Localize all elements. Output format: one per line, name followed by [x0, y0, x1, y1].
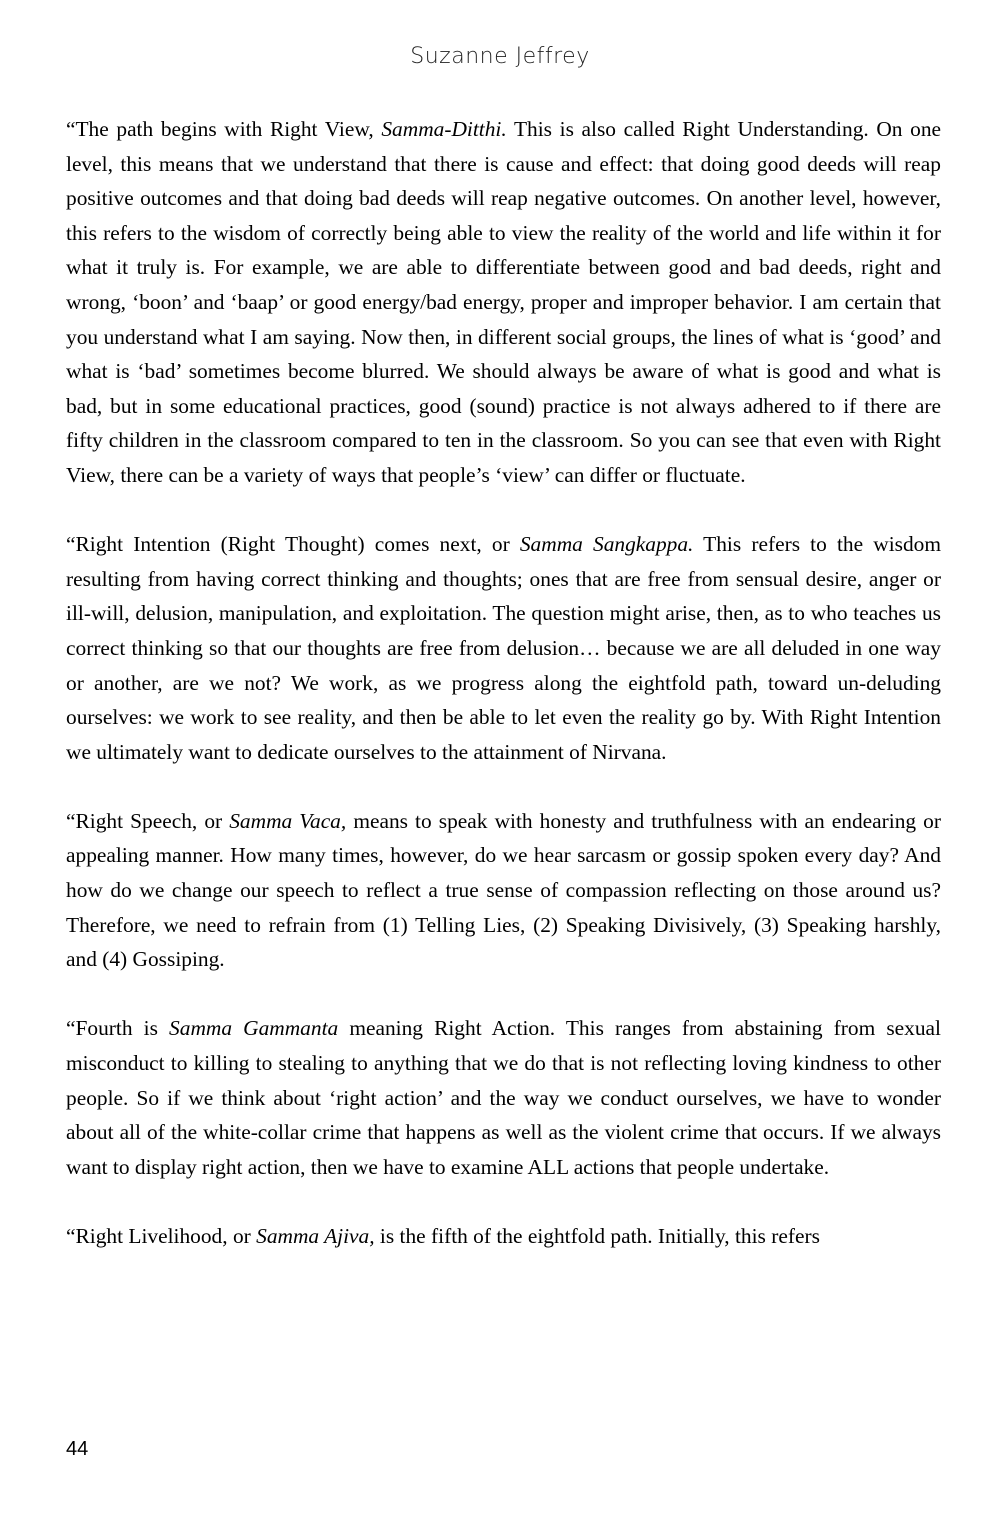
paragraph: [66, 804, 941, 977]
text-segment: “The path begins with Right View,: [66, 117, 382, 141]
italic-term: Samma Vaca,: [229, 808, 347, 833]
text-segment: “Right Speech, or: [66, 808, 230, 833]
page-number: 44: [66, 1438, 89, 1460]
text-segment: “Right Intention (Right Thought) comes next, or: [66, 532, 520, 557]
paragraph: [66, 1219, 941, 1254]
text-segment: “Right Livelihood, or: [66, 1224, 257, 1248]
running-head: Suzanne Jeffrey: [410, 44, 590, 69]
text-segment: meaning Right Action. This ranges from abstaining from sexual misconduct to killing to stealing to anything that we do that is not reflecting loving kindness to other people. So if we think about ‘right action’ and the way we conduct ourselves, we have to wonder about all of the white-collar crime that happens as well as the violent crime that occurs. If we always want to display right action, then we have to examine ALL actions that people undertake.: [66, 1016, 941, 1179]
paragraph: [66, 527, 941, 769]
body-text: [66, 112, 941, 1254]
text-segment: “Fourth is: [66, 1016, 170, 1041]
text-segment: means to speak with honesty and truthfulness with an endearing or appealing manner. How many times, however, do we hear sarcasm or gossip spoken every day? And how do we change our speech to reflect a true sense of compassion reflecting on those around us? Therefore, we need to refrain from (1) Telling Lies, (2) Speaking Divisively, (3) Speaking harshly, and (4) Gossiping.: [66, 808, 941, 972]
italic-term: Samma Ajiva,: [256, 1224, 375, 1248]
paragraph: [66, 1011, 941, 1184]
italic-term: Samma-Ditthi.: [381, 117, 507, 141]
italic-term: Samma Sangkappa.: [519, 532, 694, 557]
text-segment: is the fifth of the eightfold path. Initially, this refers: [374, 1224, 820, 1248]
text-segment: This is also called Right Understanding. On one level, this means that we understand that there is cause and effect: that doing good deeds will reap positive outcomes and that doing bad deeds will reap negative outcomes. On another level, however, this refers to the wisdom of correctly being able to view the reality of the world and life within it for what it truly is. For example, we are able to differentiate between good and bad deeds, right and wrong, ‘boon’ and ‘baap’ or good energy/bad energy, proper and improper behavior. I am certain that you understand what I am saying. Now then, in different social groups, the lines of what is ‘good’ and what is ‘bad’ sometimes become blurred. We should always be aware of what is good and what is bad, but in some educational practices, good (sound) practice is not always adhered to if there are fifty children in the classroom compared to ten in the classroom. So you can see that even with Right View, there can be a variety of ways that people’s ‘view’ can differ or fluctuate.: [66, 117, 942, 487]
italic-term: Samma Gammanta: [169, 1016, 339, 1041]
text-segment: This refers to the wisdom resulting from having correct thinking and thoughts; ones that are free from sensual desire, anger or ill-will, delusion, manipulation, and exploitation. The question might arise, then, as to who teaches us correct thinking so that our thoughts are free from delusion… because we are all deluded in one way or another, are we not? We work, as we progress along the eightfold path, toward un-deluding ourselves: we work to see reality, and then be able to let even the reality go by. With Right Intention we ultimately want to dedicate ourselves to the attainment of Nirvana.: [66, 532, 942, 764]
paragraph: [66, 112, 941, 493]
